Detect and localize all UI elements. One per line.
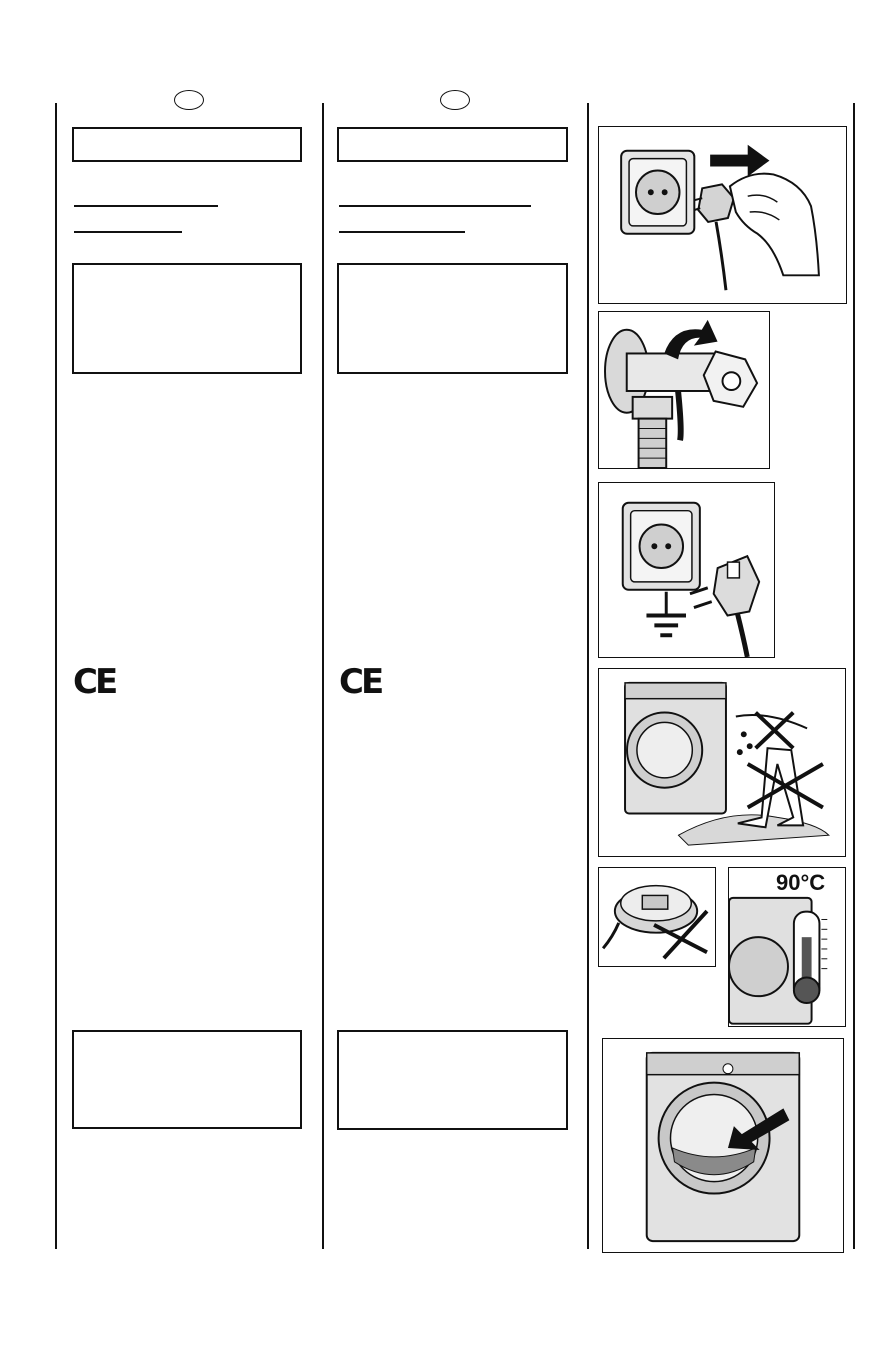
door-window-illustration xyxy=(602,1038,844,1253)
note-box-middle-bottom xyxy=(337,1030,568,1130)
language-badge-middle xyxy=(440,90,470,110)
unplug-icon xyxy=(599,127,846,303)
door-window-icon xyxy=(603,1039,843,1252)
column-rule-right xyxy=(587,103,589,1249)
water-tap-illustration xyxy=(598,311,770,469)
ce-mark-middle: CE xyxy=(339,662,382,702)
section-header-box-middle xyxy=(337,127,568,162)
note-box-middle-top xyxy=(337,263,568,374)
column-rule-left xyxy=(55,103,57,1249)
earthing-illustration xyxy=(598,482,775,658)
wet-warning-illustration xyxy=(598,668,846,857)
heading-underline-left-2 xyxy=(74,231,182,233)
extension-cord-icon xyxy=(599,868,715,966)
note-box-left-bottom xyxy=(72,1030,302,1129)
heading-underline-middle-1 xyxy=(339,205,531,207)
ce-mark-left: CE xyxy=(73,662,116,702)
temperature-label: 90°C xyxy=(776,870,826,895)
language-badge-left xyxy=(174,90,204,110)
unplug-illustration xyxy=(598,126,847,304)
earth-ground-icon xyxy=(599,483,774,657)
water-tap-icon xyxy=(599,312,769,468)
column-rule-far-right xyxy=(853,103,855,1249)
note-box-left-top xyxy=(72,263,302,374)
column-rule-middle xyxy=(322,103,324,1249)
section-header-box-left xyxy=(72,127,302,162)
wet-hands-feet-icon xyxy=(599,669,845,856)
extension-cord-illustration xyxy=(598,867,716,967)
heading-underline-middle-2 xyxy=(339,231,465,233)
heading-underline-left-1 xyxy=(74,205,218,207)
